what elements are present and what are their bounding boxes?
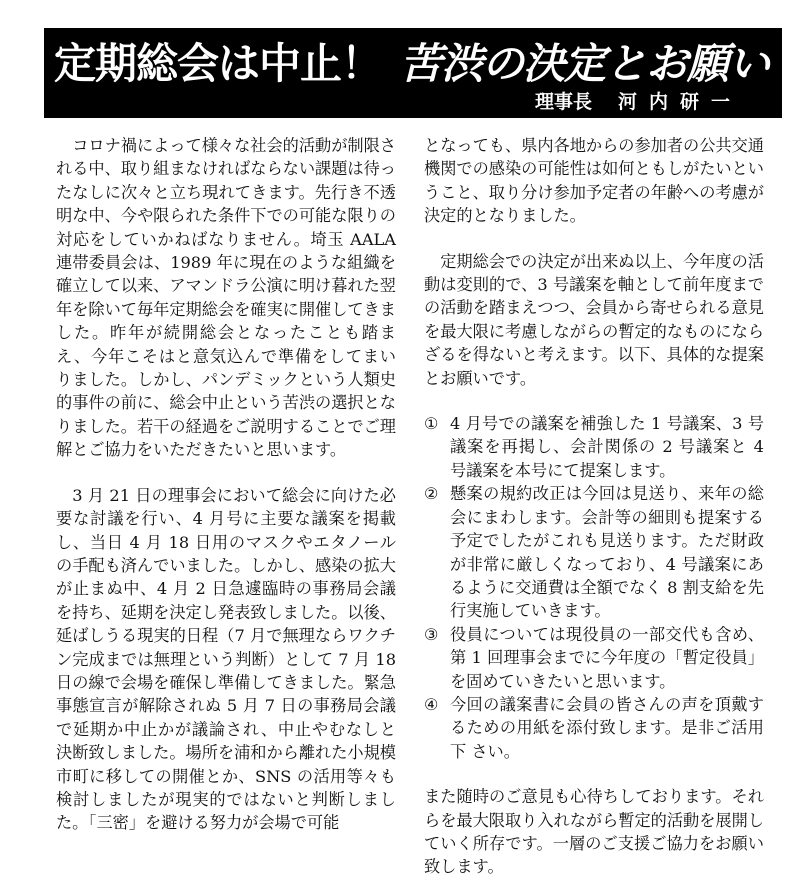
proposal-list [424, 412, 764, 763]
title-sub: 苦渋の決定とお願い [400, 39, 770, 88]
right-column [424, 134, 764, 879]
list-item [424, 623, 764, 693]
list-item [424, 482, 764, 622]
author-name: 河内研一 [617, 91, 742, 113]
list-number: ④ [424, 694, 439, 714]
paragraph-gap [424, 228, 764, 250]
list-number: ① [424, 414, 439, 434]
paragraph-gap [56, 462, 396, 484]
list-text: 懸案の規約改正は今回は見送り、来年の総会にまわします。会計等の細則も提案する予定でしたがこれも見送ります。ただ財政が非常に厳しくなっており、4 号議案にあるように交通費は全額でなく 8 割支給を先行実施していきます。 [450, 484, 764, 621]
list-number: ③ [424, 624, 439, 644]
list-text: 今回の議案書に会員の皆さんの声を頂戴するための用紙を添付致します。是非ご活用下 さい。 [450, 694, 764, 761]
right-paragraph-1: となっても、県内各地からの参加者の公共交通機関での感染の可能性は如何ともしがたいということ、取り分け参加予定者の年齢への考慮が決定的となりました。 [424, 136, 764, 226]
title-banner [44, 28, 782, 118]
list-text: 役員については現役員の一部交代も含め、第 1 回理事会までに今年度の「暫定役員」を固めていきたいと思います。 [450, 624, 764, 691]
author-role: 理事長 [534, 91, 592, 113]
list-number: ② [424, 484, 439, 504]
left-paragraph-1: コロナ禍によって様々な社会的活動が制限される中、取り組まなければならない課題は待ったなしに次々と立ち現れてきます。先行き不透明な中、今や限られた条件下での可能な限りの対応をしていかねばなりません。埼玉 AALA 連帯委員会は、1989 年に現在のような組織を確立して以来、アマンドラ公演に明け暮れた翌年を除いて毎年定期総会を確実に開催してきました。昨年が続開総会となったことも踏まえ、今年こそはと意気込んで準備をしてまいりました。しかし、パンデミックという人類史的事件の前に、総会中止という苦渋の選択となりました。若干の経過をご説明することでご理解とご協力をいただきたいと思います。 [56, 136, 396, 460]
list-text: 4 月号での議案を補強した 1 号議案、3 号議案を再掲し、会計関係の 2 号議案と 4 号議案を本号にて提案します。 [450, 414, 764, 480]
title-main: 定期総会は中止！ [54, 39, 383, 88]
page-title [54, 36, 772, 92]
paragraph-gap [424, 390, 764, 412]
right-paragraph-2: 定期総会での決定が出来ぬ以上、今年度の活動は変則的で、3 号議案を軸として前年度までの活動を踏まえつつ、会員から寄せられる意見を最大限に考慮しながらの暫定的なものにならざるを得ないと考えます。以下、具体的な提案とお願いです。 [424, 251, 764, 388]
closing-paragraph: また随時のご意見も心待ちしております。それらを最大限取り入れながら暫定的活動を展開していく所存です。一層のご支援ご協力をお願い致します。 [424, 787, 764, 877]
list-item [424, 693, 764, 763]
list-item [424, 412, 764, 482]
author-line [535, 90, 742, 114]
left-paragraph-2: 3 月 21 日の理事会において総会に向けた必要な討議を行い、4 月号に主要な議案を掲載し、当日 4 月 18 日用のマスクやエタノールの手配も済んでいました。しかし、感染の拡大が止まぬ中、4 月 2 日急遽臨時の事務局会議を持ち、延期を決定し発表致しました。以後、延ばしうる現実的日程（7 月で無理ならワクチン完成までは無理という判断）として 7 月 18 日の線で会場を確保し準備してきました。緊急事態宣言が解除されぬ 5 月 7 日の事務局会議で延期か中止かが議論され、中止やむなしと決断致しました。場所を浦和から離れた小規模市町に移しての開催とか、SNS の活用等々も検討しましたが現実的ではないと判断しました。「三密」を避ける努力が会場で可能 [56, 485, 396, 833]
paragraph-gap [424, 763, 764, 785]
left-column [56, 134, 396, 835]
